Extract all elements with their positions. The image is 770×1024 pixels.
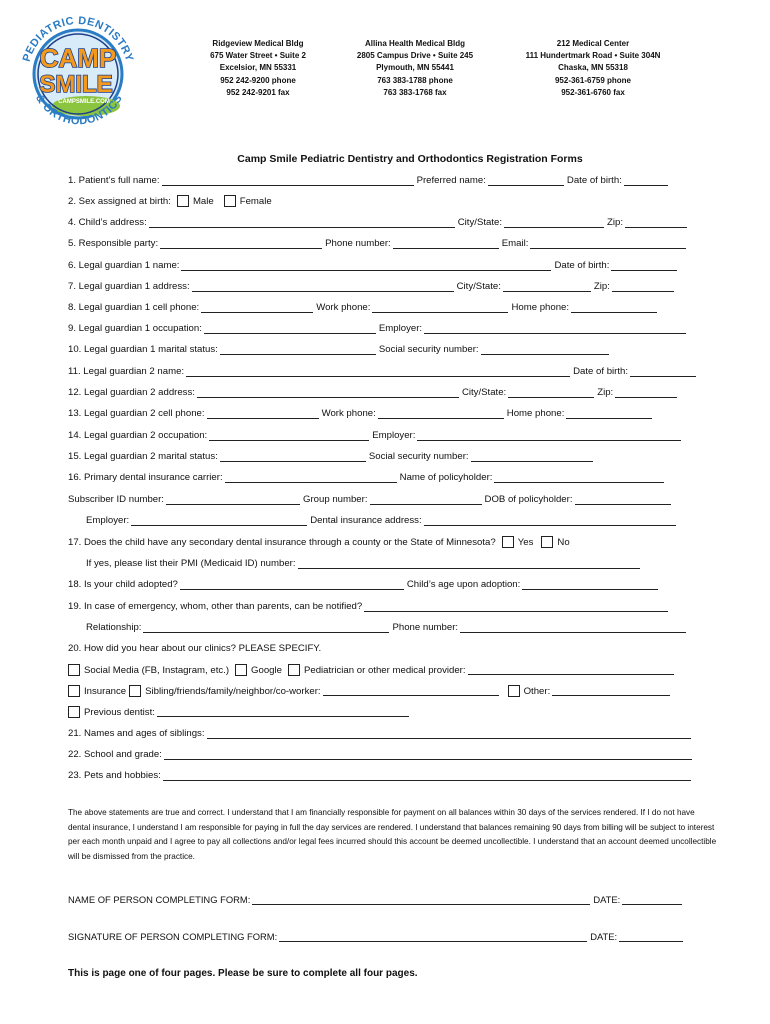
logo-url: CAMPSMILE.COM — [58, 99, 110, 105]
pediatrician-field[interactable] — [468, 665, 674, 675]
policyholder-dob-field[interactable] — [575, 495, 671, 505]
label: Date of birth: — [554, 260, 610, 271]
guardian1-ssn-field[interactable] — [481, 345, 609, 355]
pets-field[interactable] — [163, 771, 691, 781]
policyholder-name-field[interactable] — [494, 473, 664, 483]
guardian2-name-field[interactable] — [186, 367, 570, 377]
clinic-fax: 763 383-1768 fax — [383, 87, 447, 97]
secondary-yes-checkbox[interactable] — [502, 536, 514, 548]
guardian2-occupation-field[interactable] — [209, 431, 369, 441]
row-siblings — [68, 728, 694, 739]
label: Employer: — [378, 323, 423, 334]
guardian1-employer-field[interactable] — [424, 324, 686, 334]
child-address-field[interactable] — [149, 218, 455, 228]
guardian2-home-phone-field[interactable] — [566, 409, 652, 419]
sibling-checkbox[interactable] — [129, 685, 141, 697]
label: DATE: — [590, 931, 618, 942]
clinic-allina — [340, 38, 490, 99]
label: City/State: — [457, 217, 503, 228]
label: 2. Sex assigned at birth: — [68, 195, 171, 207]
pediatrician-checkbox[interactable] — [288, 664, 300, 676]
insurance-checkbox[interactable] — [68, 685, 80, 697]
pmi-number-field[interactable] — [298, 559, 640, 569]
name-date-field[interactable] — [622, 895, 682, 905]
label: 18. Is your child adopted? — [68, 579, 178, 590]
responsible-email-field[interactable] — [530, 239, 686, 249]
row-referral-options-2 — [68, 685, 673, 697]
secondary-no-checkbox[interactable] — [541, 536, 553, 548]
emergency-phone-field[interactable] — [460, 623, 686, 633]
label: Phone number: — [325, 238, 391, 249]
guardian2-city-field[interactable] — [508, 388, 594, 398]
clinic-city: Excelsior, MN 55331 — [219, 63, 297, 73]
label: NAME OF PERSON COMPLETING FORM: — [68, 894, 251, 905]
label: Home phone: — [511, 302, 570, 313]
label: Home phone: — [506, 408, 565, 419]
row-sex — [68, 195, 272, 207]
label: Google — [251, 664, 282, 676]
label: Other: — [523, 685, 551, 697]
label: Work phone: — [321, 408, 376, 419]
label: Sibling/friends/family/neighbor/co-worker: — [145, 685, 321, 697]
guardian1-city-field[interactable] — [503, 282, 591, 292]
clinic-city: Chaska, MN 55318 — [558, 63, 628, 73]
label: Zip: — [593, 281, 610, 292]
row-name-completing — [68, 894, 685, 905]
guardian2-cell-field[interactable] — [207, 409, 319, 419]
label: 7. Legal guardian 1 address: — [68, 281, 190, 292]
label: Social Media (FB, Instagram, etc.) — [84, 664, 230, 676]
label: Date of birth: — [573, 366, 629, 377]
page-footer-note: This is page one of four pages. Please be sure to complete all four pages. — [68, 968, 418, 979]
label: Employer: — [86, 515, 130, 526]
label: 14. Legal guardian 2 occupation: — [68, 430, 208, 441]
row-adopted — [68, 579, 661, 590]
school-field[interactable] — [164, 750, 692, 760]
subscriber-id-field[interactable] — [166, 495, 300, 505]
clinic-phone: 952 242-9200 phone — [220, 75, 296, 85]
label: 8. Legal guardian 1 cell phone: — [68, 302, 200, 313]
label: Employer: — [372, 430, 416, 441]
row-guardian2-occupation — [68, 430, 684, 441]
guardian2-dob-field[interactable] — [630, 367, 696, 377]
row-referral-question — [68, 643, 321, 654]
logo-graphic — [14, 10, 142, 138]
label: City/State: — [456, 281, 501, 292]
row-referral-options-1 — [68, 664, 677, 676]
label: 12. Legal guardian 2 address: — [68, 387, 195, 398]
camp-smile-logo — [14, 10, 142, 138]
row-guardian2-phones — [68, 408, 655, 419]
adopted-field[interactable] — [180, 580, 404, 590]
financial-statement: The above statements are true and correct. I understand that I am financially responsible for payment on all balances within 30 days of the services rendered. If I do not have dental insurance, I understand I am responsible for paying in full the day services are rendered. I understand that balances remaining 90 days from billing will be subject to interest per each month unpaid and I agree to pay all collections and/or legal fees incurred should this account be deemed uncollectible. I understand that an account deemed uncollectible will be dismissed from the practice. — [68, 808, 717, 861]
label: 23. Pets and hobbies: — [68, 770, 161, 781]
adoption-age-field[interactable] — [522, 580, 658, 590]
label: 22. School and grade: — [68, 749, 162, 760]
label: If yes, please list their PMI (Medicaid ID) number: — [86, 558, 296, 569]
insurance-employer-field[interactable] — [131, 516, 307, 526]
row-guardian2-name — [68, 366, 699, 377]
label: Child’s age upon adoption: — [406, 579, 521, 590]
guardian1-name-field[interactable] — [181, 261, 551, 271]
row-patient-name — [68, 175, 671, 186]
siblings-field[interactable] — [207, 729, 691, 739]
label: Preferred name: — [416, 175, 486, 186]
guardian2-marital-field[interactable] — [220, 452, 366, 462]
label: DOB of policyholder: — [484, 494, 573, 505]
label: Pediatrician or other medical provider: — [303, 664, 466, 676]
female-checkbox[interactable] — [224, 195, 236, 207]
row-pmi — [86, 558, 643, 569]
name-completing-field[interactable] — [252, 895, 590, 905]
row-guardian2-address — [68, 387, 680, 398]
row-secondary-insurance — [68, 536, 570, 548]
label: Zip: — [607, 217, 624, 228]
label: Email: — [501, 238, 529, 249]
preferred-name-field[interactable] — [488, 176, 564, 186]
label: Yes — [517, 536, 534, 548]
guardian2-zip-field[interactable] — [615, 388, 677, 398]
guardian1-home-phone-field[interactable] — [571, 303, 657, 313]
clinic-phone: 952-361-6759 phone — [554, 75, 632, 85]
logo-smile-word: SMILE — [39, 71, 113, 98]
previous-dentist-field[interactable] — [157, 707, 409, 717]
clinic-street: 111 Hundertmark Road • Suite 304N — [525, 51, 661, 61]
clinic-ridgeview — [183, 38, 333, 99]
clinic-name: Ridgeview Medical Bldg — [212, 39, 304, 48]
clinic-city: Plymouth, MN 55441 — [376, 63, 454, 73]
label: City/State: — [461, 387, 507, 398]
row-school — [68, 749, 695, 760]
row-subscriber — [68, 494, 674, 505]
label: 9. Legal guardian 1 occupation: — [68, 323, 202, 334]
clinic-phone: 763 383-1788 phone — [377, 75, 453, 85]
group-number-field[interactable] — [370, 495, 482, 505]
label: 21. Names and ages of siblings: — [68, 728, 205, 739]
guardian1-address-field[interactable] — [192, 282, 454, 292]
guardian2-work-phone-field[interactable] — [378, 409, 504, 419]
label: Group number: — [302, 494, 368, 505]
label: No — [557, 536, 570, 548]
guardian1-marital-field[interactable] — [220, 345, 376, 355]
clinic-name: Allina Health Medical Bldg — [364, 39, 465, 48]
row-primary-insurance — [68, 472, 667, 483]
row-guardian1-address — [68, 281, 677, 292]
clinic-name: 212 Medical Center — [556, 39, 630, 48]
label: Date of birth: — [566, 175, 622, 186]
guardian2-ssn-field[interactable] — [471, 452, 593, 462]
row-guardian1-phones — [68, 302, 660, 313]
guardian2-address-field[interactable] — [197, 388, 459, 398]
male-checkbox[interactable] — [177, 195, 189, 207]
row-pets — [68, 770, 694, 781]
row-previous-dentist — [68, 706, 412, 718]
insurance-address-field[interactable] — [424, 516, 676, 526]
row-relationship — [86, 622, 689, 633]
social-media-checkbox[interactable] — [68, 664, 80, 676]
child-zip-field[interactable] — [625, 218, 687, 228]
clinic-fax: 952-361-6760 fax — [561, 87, 625, 97]
label: 13. Legal guardian 2 cell phone: — [68, 408, 205, 419]
row-guardian1-name — [68, 260, 680, 271]
label: 6. Legal guardian 1 name: — [68, 260, 180, 271]
logo-top-text: PEDIATRIC DENTISTRY — [20, 14, 136, 64]
guardian1-zip-field[interactable] — [612, 282, 674, 292]
clinic-street: 675 Water Street • Suite 2 — [210, 51, 306, 61]
responsible-party-field[interactable] — [160, 239, 322, 249]
label: Work phone: — [316, 302, 371, 313]
label: 19. In case of emergency, whom, other than parents, can be notified? — [68, 601, 363, 612]
relationship-field[interactable] — [143, 623, 389, 633]
clinic-212-medical — [518, 38, 668, 99]
label: 15. Legal guardian 2 marital status: — [68, 451, 218, 462]
label: 4. Child’s address: — [68, 217, 147, 228]
signature-field[interactable] — [279, 932, 587, 942]
label: Dental insurance address: — [310, 515, 422, 526]
previous-dentist-checkbox[interactable] — [68, 706, 80, 718]
label: Subscriber ID number: — [68, 494, 164, 505]
row-signature — [68, 931, 686, 942]
label: Social security number: — [378, 344, 479, 355]
label: 16. Primary dental insurance carrier: — [68, 472, 223, 483]
row-child-address — [68, 217, 690, 228]
logo-bottom-text: & ORTHODONTICS — [33, 92, 125, 128]
patient-name-field[interactable] — [162, 176, 414, 186]
label: DATE: — [593, 894, 621, 905]
guardian1-occupation-field[interactable] — [204, 324, 376, 334]
emergency-contact-field[interactable] — [364, 602, 668, 612]
label: Social security number: — [368, 451, 469, 462]
row-guardian1-marital — [68, 344, 612, 355]
row-guardian1-occupation — [68, 323, 689, 334]
label: Male — [192, 195, 214, 207]
row-responsible-party — [68, 238, 689, 249]
label: Phone number: — [392, 622, 459, 633]
clinic-fax: 952 242-9201 fax — [226, 87, 290, 97]
label: 17. Does the child have any secondary dental insurance through a county or the State of Minnesota? — [68, 536, 496, 548]
label: Female — [239, 195, 272, 207]
guardian1-dob-field[interactable] — [611, 261, 677, 271]
label: Previous dentist: — [84, 706, 155, 718]
row-emergency — [68, 601, 671, 612]
label: Relationship: — [86, 622, 142, 633]
label: Insurance — [84, 685, 127, 697]
label: 1. Patient’s full name: — [68, 175, 160, 186]
sibling-field[interactable] — [323, 686, 499, 696]
clinic-street: 2805 Campus Drive • Suite 245 — [356, 51, 474, 61]
google-checkbox[interactable] — [235, 664, 247, 676]
label: Name of policyholder: — [399, 472, 493, 483]
label: Zip: — [597, 387, 614, 398]
insurance-carrier-field[interactable] — [225, 473, 397, 483]
child-city-field[interactable] — [504, 218, 604, 228]
row-guardian2-marital — [68, 451, 596, 462]
signature-date-field[interactable] — [619, 932, 683, 942]
other-checkbox[interactable] — [508, 685, 520, 697]
guardian1-work-phone-field[interactable] — [372, 303, 508, 313]
responsible-phone-field[interactable] — [393, 239, 499, 249]
guardian1-cell-field[interactable] — [201, 303, 313, 313]
logo-camp-word: CAMP — [39, 43, 117, 73]
label: 11. Legal guardian 2 name: — [68, 366, 185, 377]
patient-dob-field[interactable] — [624, 176, 668, 186]
label: SIGNATURE OF PERSON COMPLETING FORM: — [68, 931, 278, 942]
label: 10. Legal guardian 1 marital status: — [68, 344, 218, 355]
row-insurance-employer — [86, 515, 679, 526]
guardian2-employer-field[interactable] — [417, 431, 681, 441]
label: 5. Responsible party: — [68, 238, 159, 249]
label: 20. How did you hear about our clinics? PLEASE SPECIFY. — [68, 643, 322, 654]
other-field[interactable] — [552, 686, 670, 696]
form-title: Camp Smile Pediatric Dentistry and Orthodontics Registration Forms — [237, 153, 583, 165]
